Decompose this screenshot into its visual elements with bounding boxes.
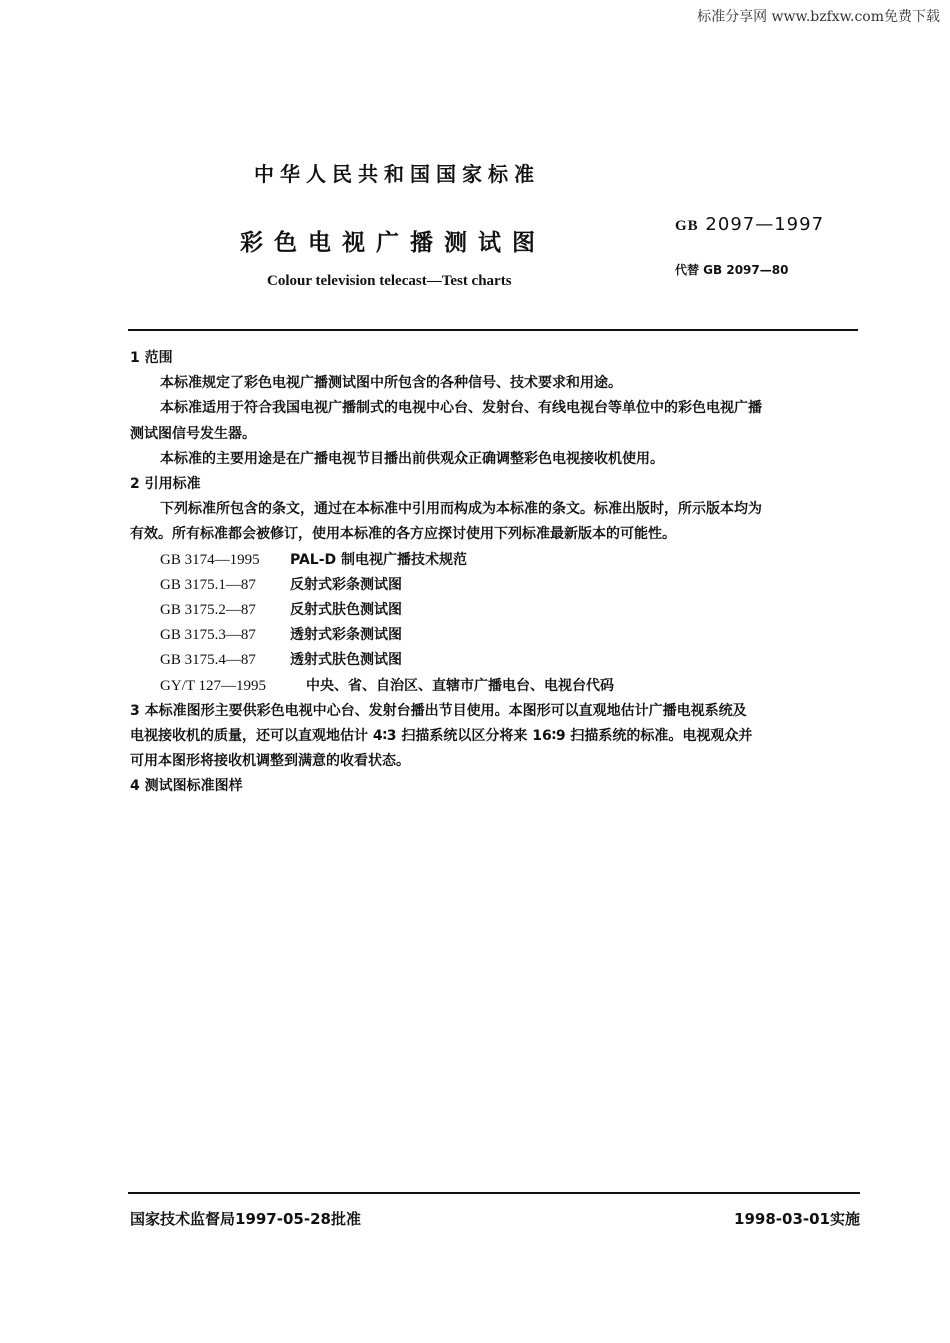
document-body — [130, 346, 860, 800]
paragraph: 有效。所有标准都会被修订，使用本标准的各方应探讨使用下列标准最新版本的可能性。 — [130, 526, 676, 543]
reference-title: PAL-D 制电视广播技术规范 — [290, 551, 468, 568]
footer-divider — [128, 1192, 860, 1194]
reference-code: GY/T 127—1995 — [160, 677, 266, 694]
paragraph: 测试图信号发生器。 — [130, 425, 256, 442]
paragraph: 本标准规定了彩色电视广播测试图中所包含的各种信号、技术要求和用途。 — [160, 375, 622, 392]
reference-item — [130, 573, 860, 598]
standard-number — [675, 214, 824, 235]
gb-prefix: GB — [675, 218, 699, 234]
gb-number: 2097—1997 — [705, 214, 825, 235]
section-2-heading: 2 引用标准 — [130, 476, 201, 493]
reference-item — [130, 648, 860, 673]
reference-code: GB 3174—1995 — [160, 551, 260, 568]
paragraph: 本标准适用于符合我国电视广播制式的电视中心台、发射台、有线电视台等单位中的彩色电视广播 — [160, 400, 762, 417]
approval-date: 国家技术监督局1997-05-28批准 — [130, 1210, 361, 1228]
reference-code: GB 3175.3—87 — [160, 627, 256, 644]
paragraph: 可用本图形将接收机调整到满意的收看状态。 — [130, 753, 410, 770]
paragraph: 本标准的主要用途是在广播电视节目播出前供观众正确调整彩色电视接收机使用。 — [160, 450, 664, 467]
replaces-standard: 代替 GB 2097—80 — [675, 263, 789, 277]
reference-code: GB 3175.4—87 — [160, 652, 256, 669]
document-title: 彩色电视广播测试图 — [240, 230, 546, 256]
reference-item — [130, 598, 860, 623]
document-title-english: Colour television telecast—Test charts — [267, 273, 512, 289]
reference-code: GB 3175.1—87 — [160, 576, 256, 593]
reference-title: 反射式肤色测试图 — [290, 602, 402, 619]
section-3-paragraph: 3 本标准图形主要供彩色电视中心台、发射台播出节目使用。本图形可以直观地估计广播电视系统及 — [130, 702, 747, 719]
paragraph: 电视接收机的质量，还可以直观地估计 4∶3 扫描系统以区分将来 16∶9 扫描系统的标准。电视观众并 — [130, 728, 753, 745]
reference-title: 透射式肤色测试图 — [290, 652, 402, 669]
reference-item — [130, 548, 860, 573]
reference-code: GB 3175.2—87 — [160, 602, 256, 619]
section-1-heading: 1 范围 — [130, 350, 173, 366]
section-4-heading: 4 测试图标准图样 — [130, 778, 243, 795]
paragraph: 下列标准所包含的条文，通过在本标准中引用而构成为本标准的条文。标准出版时，所示版本均为 — [160, 501, 762, 518]
national-standard-heading: 中华人民共和国国家标准 — [254, 162, 540, 186]
effective-date: 1998-03-01实施 — [734, 1210, 860, 1228]
reference-item — [130, 674, 860, 699]
reference-title: 中央、省、自治区、直辖市广播电台、电视台代码 — [306, 677, 614, 694]
watermark: 标准分享网 www.bzfxw.com免费下载 — [697, 9, 940, 25]
reference-title: 反射式彩条测试图 — [290, 576, 402, 593]
reference-item — [130, 623, 860, 648]
header-divider — [128, 329, 858, 331]
reference-title: 透射式彩条测试图 — [290, 627, 402, 644]
